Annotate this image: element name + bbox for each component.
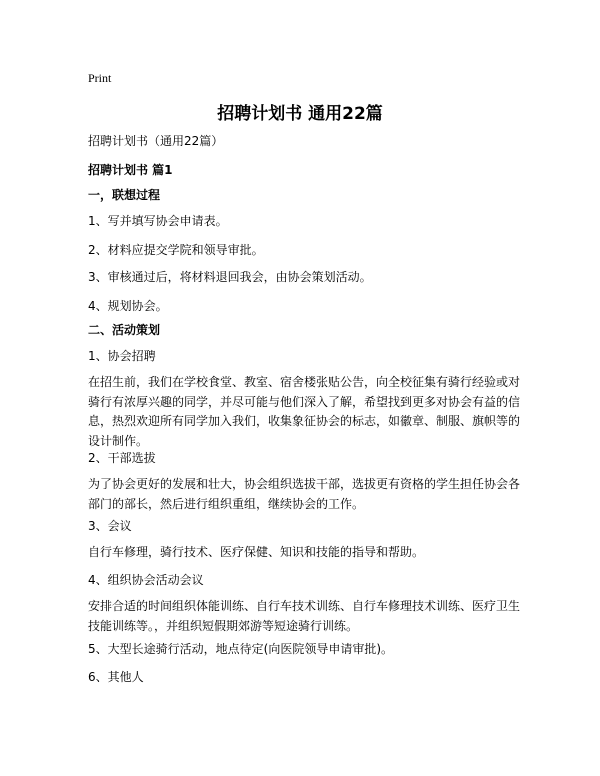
paragraph-line: 为了协会更好的发展和壮大，协会组织选拔干部，选拔更有资格的学生担任协会各 bbox=[88, 477, 521, 491]
sub5-title: 5、大型长途骑行活动，地点待定(向医院领导申请审批)。 bbox=[88, 642, 394, 656]
list-item: 2、材料应提交学院和领导审批。 bbox=[88, 243, 264, 257]
paragraph-line: 设计制作。 bbox=[88, 433, 149, 448]
paragraph-line: 在招生前，我们在学校食堂、教室、宿舍楼张贴公告，向全校征集有骑行经验或对 bbox=[88, 375, 521, 389]
print-link[interactable]: Print bbox=[88, 71, 112, 85]
paragraph-line: 安排合适的时间组织体能训练、自行车技术训练、自行车修理技术训练、医疗卫生 bbox=[88, 599, 521, 613]
sub1-title: 1、协会招聘 bbox=[88, 349, 156, 363]
part2-heading: 二、活动策划 bbox=[88, 323, 161, 337]
sub1-paragraph bbox=[88, 373, 520, 451]
sub3-title: 3、会议 bbox=[88, 519, 132, 533]
sub4-paragraph bbox=[88, 597, 520, 636]
sub4-title: 4、组织协会活动会议 bbox=[88, 573, 204, 587]
paragraph-line: 部门的部长，然后进行组织重组，继续协会的工作。 bbox=[88, 496, 365, 511]
part1-heading: 一，联想过程 bbox=[88, 188, 161, 202]
paragraph-line: 自行车修理，骑行技术、医疗保健、知识和技能的指导和帮助。 bbox=[88, 545, 425, 559]
sub3-paragraph bbox=[88, 543, 520, 563]
list-item: 4、规划协会。 bbox=[88, 299, 168, 313]
paragraph-line: 息，热烈欢迎所有同学加入我们，收集象征协会的标志，如徽章、制服、旗帜等的 bbox=[88, 414, 521, 428]
paragraph-line: 技能训练等。，并组织短假期郊游等短途骑行训练。 bbox=[88, 618, 359, 633]
list-item: 3、审核通过后，将材料退回我会，由协会策划活动。 bbox=[88, 270, 372, 284]
sub2-paragraph bbox=[88, 475, 520, 514]
sub6-title: 6、其他人 bbox=[88, 670, 144, 684]
document-title: 招聘计划书 通用22篇 bbox=[217, 104, 383, 124]
paragraph-line: 骑行有浓厚兴趣的同学，并尽可能与他们深入了解，希望找到更多对协会有益的信 bbox=[88, 394, 521, 409]
sub2-title: 2、干部选拔 bbox=[88, 451, 156, 465]
section-title: 招聘计划书 篇1 bbox=[88, 163, 173, 177]
document-subtitle: 招聘计划书（通用22篇） bbox=[88, 134, 224, 148]
list-item: 1、写并填写协会申请表。 bbox=[88, 214, 228, 228]
